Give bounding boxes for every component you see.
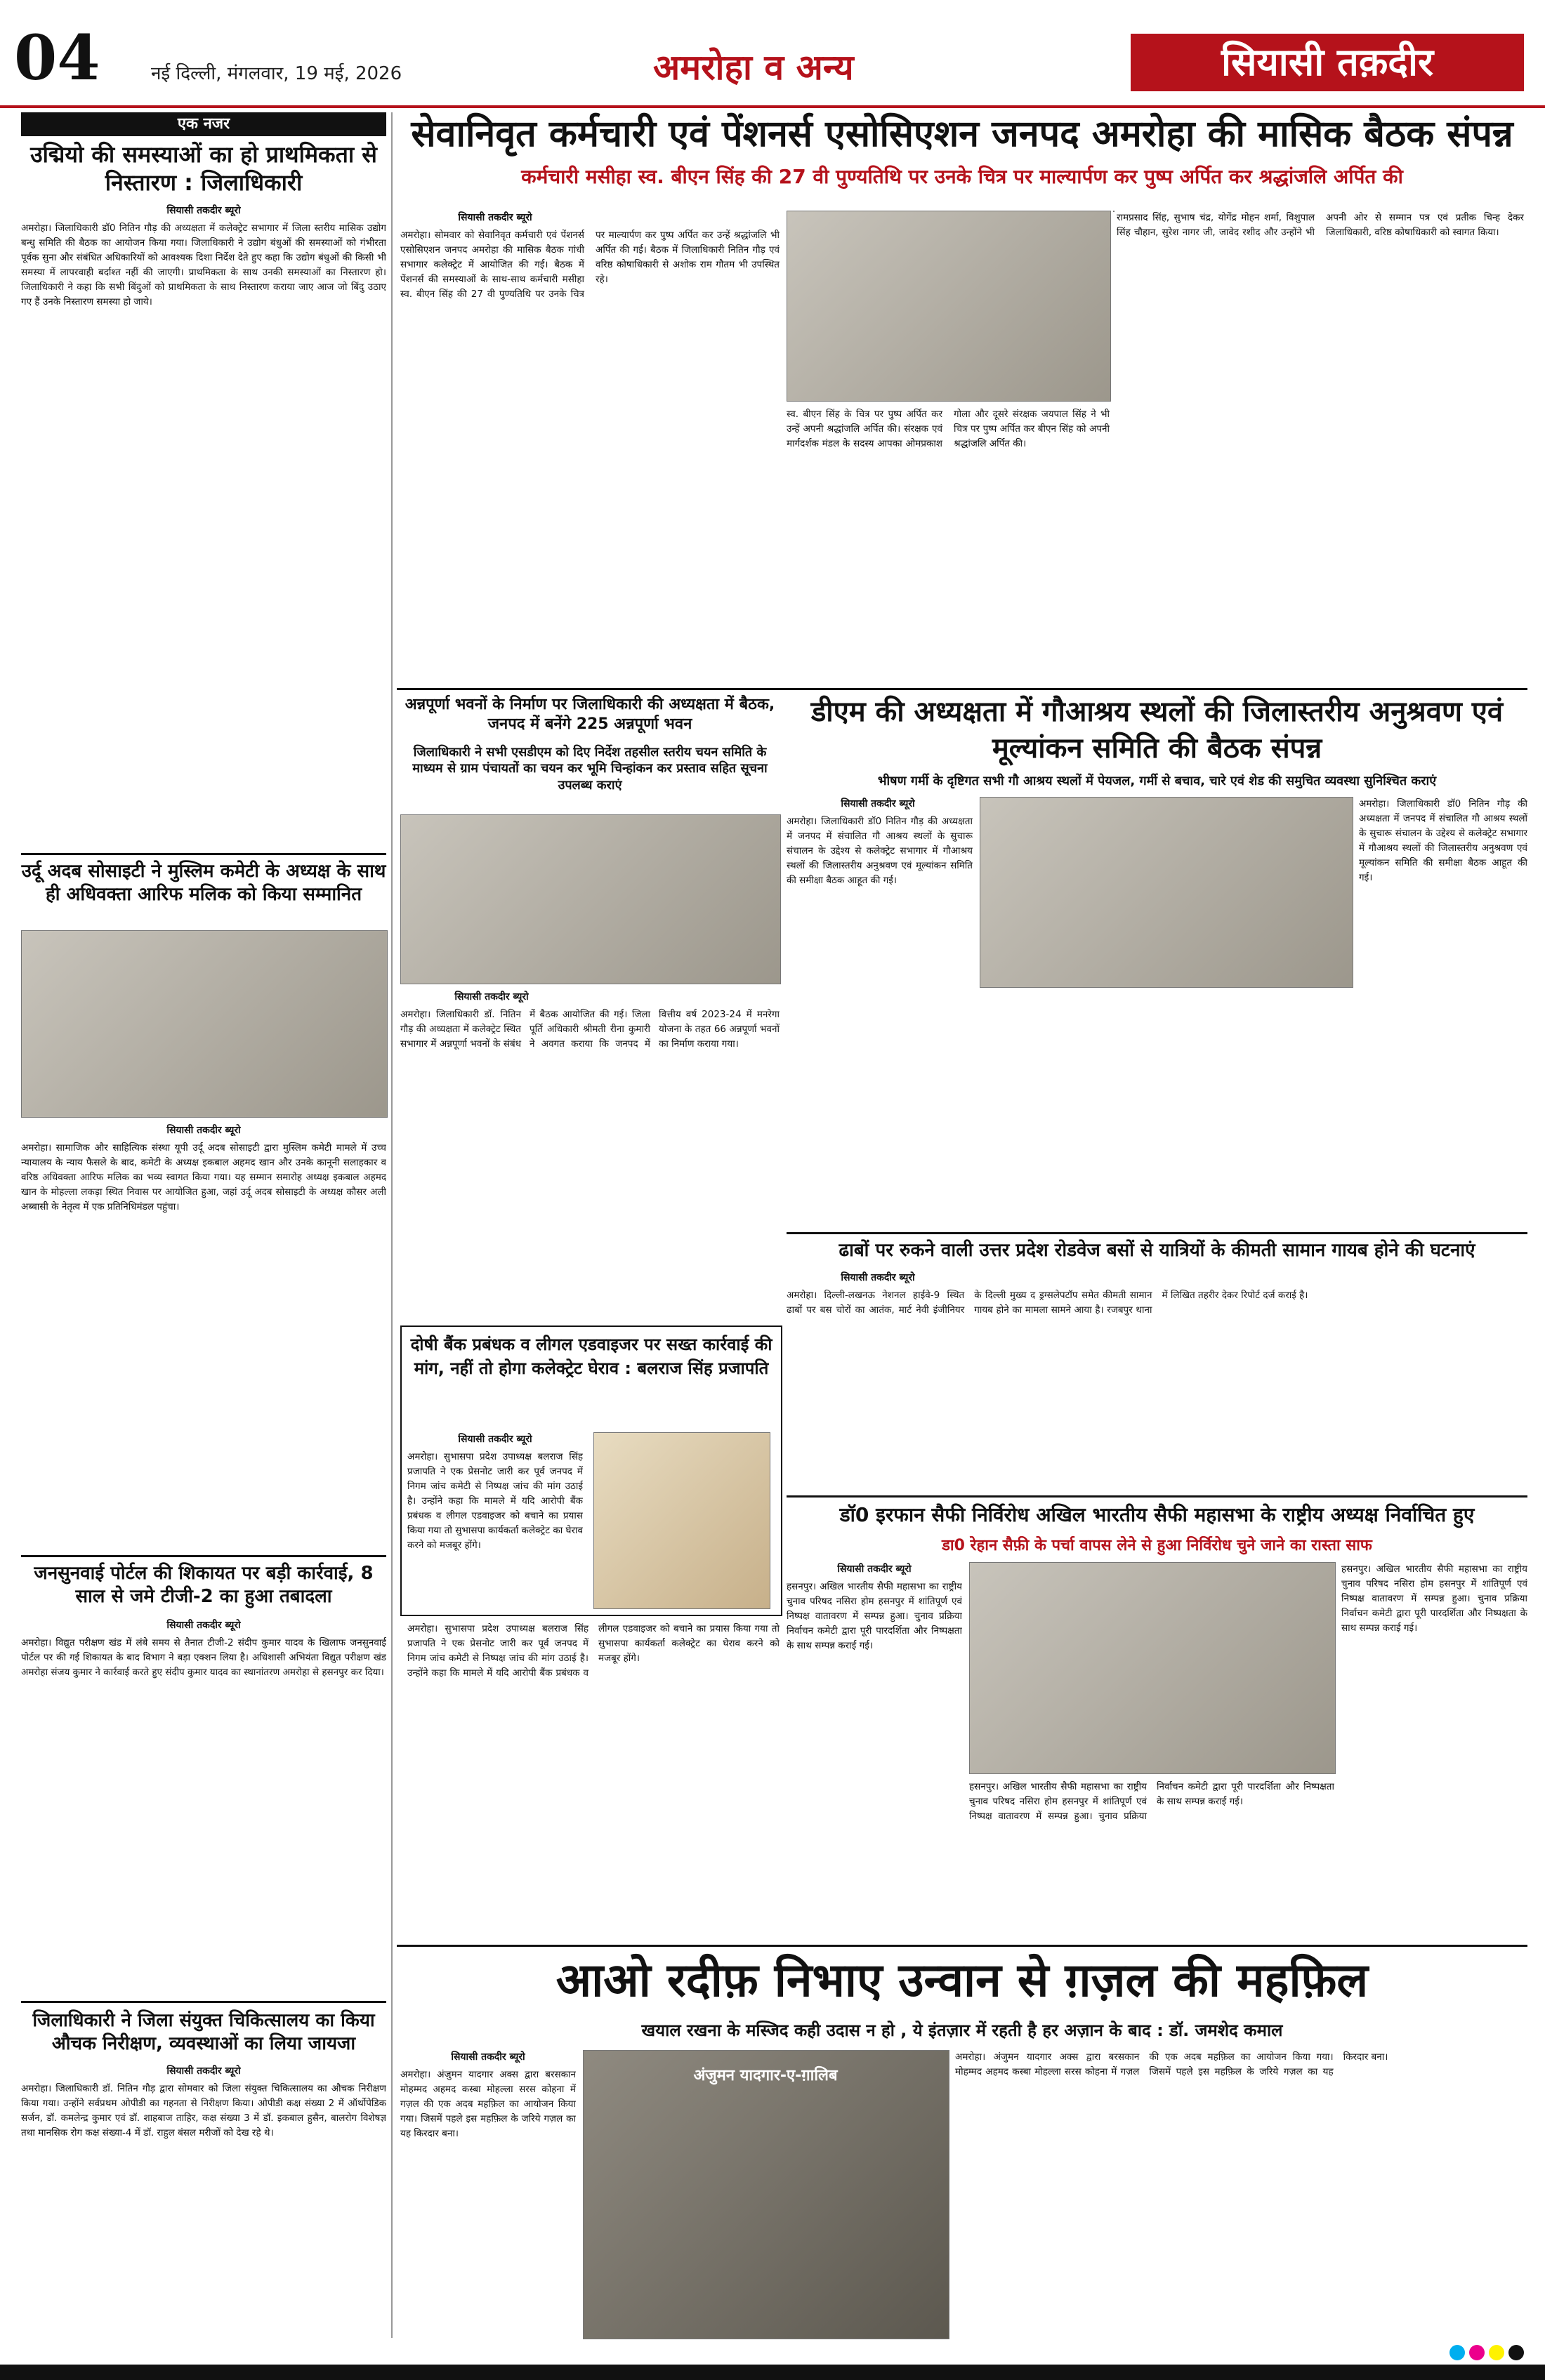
lead-photo-spacer	[1113, 211, 1115, 212]
bank-portrait-photo	[593, 1432, 770, 1609]
story1-headline: उद्मियो की समस्याओं का हो प्राथमिकता से निस्तारण : जिलाधिकारी	[30, 141, 377, 196]
story3-headline: जनसुनवाई पोर्टल की शिकायत पर बड़ी कार्रवाई, 8 साल से जमे टीजी-2 का हुआ तबादला	[34, 1563, 374, 1607]
gaushala-body: अमरोहा। जिलाधिकारी डॉ0 नितिन गौड़ की अध्यक्षता में जनपद में संचालित गौ आश्रय स्थलों के सुचारू संचालन के उद्देश्य से कलेक्ट्रेट सभागार में गौआश्रय स्थलों की जिलास्तरीय अनुश्रवण एवं मूल्यांकन समिति की समीक्षा बैठक आहूत की गई।	[787, 816, 973, 886]
saifi-byline: सियासी तकदीर ब्यूरो	[837, 1563, 912, 1575]
print-color-marks	[1449, 2345, 1524, 2360]
lead-body-2: स्व. बीएन सिंह के चित्र पर पुष्प अर्पित कर उन्हें अपनी श्रद्धांजलि अर्पित की। संरक्षक एवं मार्गदर्शक मंडल के सदस्य आपका ओमप्रकाश गोला और दूसरे संरक्षक जयपाल सिंह ने भी चित्र पर पुष्प अर्पित कर बीएन सिंह को अपनी श्रद्धांजलि अर्पित की।	[787, 409, 1110, 449]
lead-body: अमरोहा। सोमवार को सेवानिवृत कर्मचारी एवं पेंशनर्स एसोसिएशन जनपद अमरोहा की मासिक बैठक गांधी सभागार कलेक्ट्रेट में आयोजित की गई। बैठक में पेंशनर्स की समस्याओं के साथ-साथ कर्मचारी मसीहा स्व. बीएन सिंह की 27 वी पुण्यतिथि पर उनके चित्र पर माल्यार्पण कर पुष्प अर्पित कर उन्हें श्रद्धांजलि भी अर्पित की गई। बैठक में जिलाधिकारी नितिन गौड़ एवं वरिष्ठ कोषाधिकारी से अशोक राम गौतम भी उपस्थित रहे।	[400, 230, 780, 300]
story4-body: अमरोहा। जिलाधिकारी डॉ. नितिन गौड़ द्वारा सोमवार को जिला संयुक्त चिकित्सालय का औचक निरीक्षण किया गया। उन्होंने सर्वप्रथम ओपीडी का गहनता से निरीक्षण किया। ओपीडी कक्ष संख्या 2 में ऑर्थोपेडिक सर्जन, डॉ. कमलेन्द्र कुमार एवं डॉ. शाहबाज ताहिर, कक्ष संख्या 3 में डॉ. इकबाल हुसैन, बालरोग विशेषज्ञ तथा मानसिक रोग कक्ष संख्या-4 में डॉ. राहुल बंसल मरीजों को देख रहे थे।	[21, 2083, 386, 2138]
story4-byline: सियासी तकदीर ब्यूरो	[166, 2065, 241, 2077]
brand-logo: सियासी तक़दीर	[1131, 34, 1524, 91]
bank-byline: सियासी तकदीर ब्यूरो	[458, 1434, 532, 1445]
story4-headline: जिलाधिकारी ने जिला संयुक्त चिकित्सालय का किया औचक निरीक्षण, व्यवस्थाओं का लिया जायजा	[32, 2010, 375, 2054]
gaushala-subhead: भीषण गर्मी के दृष्टिगत सभी गौ आश्रय स्थलों में पेयजल, गर्मी से बचाव, चारे एवं शेड की समुचित व्यवस्था सुनिश्चित कराएं	[877, 774, 1437, 788]
lead-subhead: कर्मचारी मसीहा स्व. बीएन सिंह की 27 वी पुण्यतिथि पर उनके चित्र पर माल्यार्पण कर पुष्प अर्पित कर श्रद्धांजलि अर्पित की	[521, 165, 1403, 188]
roadways-byline: सियासी तकदीर ब्यूरो	[841, 1272, 915, 1283]
ghazal-body-2: अमरोहा। अंजुमन यादगार अक्स द्वारा बरसकान मोहम्मद अहमद कस्बा मोहल्ला सरस कोहना में गज़ल की एक अदब महफ़िल का आयोजन किया गया। जिसमें पहले इस महफ़िल के जरिये गज़ल का यह किरदार बना।	[955, 2051, 1388, 2077]
saifi-body-3: हसनपुर। अखिल भारतीय सैफी महासभा का राष्ट्रीय चुनाव परिषद नसिरा होम हसनपुर में शांतिपूर्ण एवं निष्पक्ष वातावरण में सम्पन्न हुआ। चुनाव प्रक्रिया निर्वाचन कमेटी द्वारा पूरी पारदर्शिता और निष्पक्षता के साथ सम्पन्न कराई गई।	[1341, 1563, 1527, 1634]
saifi-body-2: हसनपुर। अखिल भारतीय सैफी महासभा का राष्ट्रीय चुनाव परिषद नसिरा होम हसनपुर में शांतिपूर्ण एवं निष्पक्ष वातावरण में सम्पन्न हुआ। चुनाव प्रक्रिया निर्वाचन कमेटी द्वारा पूरी पारदर्शिता और निष्पक्षता के साथ सम्पन्न कराई गई।	[969, 1781, 1334, 1822]
issue-date: नई दिल्ली, मंगलवार, 19 मई, 2026	[151, 63, 402, 84]
annapurna-body: अमरोहा। जिलाधिकारी डॉ. नितिन गौड़ की अध्यक्षता में कलेक्ट्रेट स्थित सभागार में अन्नपूर्णा भवनों के संबंध में बैठक आयोजित की गई। जिला पूर्ति अधिकारी श्रीमती रीना कुमारी ने अवगत कराया कि जनपद में वित्तीय वर्ष 2023-24 में मनरेगा योजना के तहत 66 अन्नपूर्णा भवनों का निर्माण कराया गया।	[400, 1009, 780, 1050]
masthead	[0, 0, 1545, 108]
lead-body-3: रामप्रसाद सिंह, सुभाष चंद्र, योगेंद्र मोहन शर्मा, विशुपाल सिंह चौहान, सुरेश नागर जी, जावेद रशीद और उन्होंने भी अपनी ओर से सम्मान पत्र एवं प्रतीक चिन्ह देकर जिलाधिकारी, वरिष्ठ कोषाधिकारी को स्वागत किया।	[1117, 212, 1524, 238]
roadways-headline: ढाबों पर रुकने वाली उत्तर प्रदेश रोडवेज बसों से यात्रियों के कीमती सामान गायब होने की घटनाएं	[839, 1240, 1475, 1261]
divider	[21, 853, 386, 855]
ghazal-banner-text: अंजुमन यादगार-ए-ग़ालिब	[693, 2067, 838, 2084]
gaushala-headline: डीएम की अध्यक्षता में गौआश्रय स्थलों की जिलास्तरीय अनुश्रवण एवं मूल्यांकन समिति की बैठक संपन्न	[810, 696, 1504, 765]
gaushala-body-2: अमरोहा। जिलाधिकारी डॉ0 नितिन गौड़ की अध्यक्षता में जनपद में संचालित गौ आश्रय स्थलों के सुचारू संचालन के उद्देश्य से कलेक्ट्रेट सभागार में गौआश्रय स्थलों की जिलास्तरीय अनुश्रवण एवं मूल्यांकन समिति की समीक्षा बैठक आहूत की गई।	[1359, 798, 1527, 883]
story2-headline: उर्दू अदब सोसाइटी ने मुस्लिम कमेटी के अध्यक्ष के साथ ही अधिवक्ता आरिफ मलिक को किया सम्मानित	[21, 861, 386, 905]
divider	[787, 1232, 1527, 1234]
page-number: 04	[14, 21, 100, 94]
ghazal-body: अमरोहा। अंजुमन यादगार अक्स द्वारा बरसकान मोहम्मद अहमद कस्बा मोहल्ला सरस कोहना में गज़ल की एक अदब महफ़िल का आयोजन किया गया। जिसमें पहले इस महफ़िल के जरिये गज़ल का यह किरदार बना।	[400, 2069, 576, 2139]
gaushala-photo	[980, 797, 1353, 988]
annapurna-subhead: जिलाधिकारी ने सभी एसडीएम को दिए निर्देश तहसील स्तरीय चयन समिति के माध्यम से ग्राम पंचायतों का चयन कर भूमि चिन्हांकन कर प्रस्ताव सहित सूचना उपलब्ध कराएं	[412, 745, 768, 793]
story3-body: अमरोहा। विद्युत परीक्षण खंड में लंबे समय से तैनात टीजी-2 संदीप कुमार यादव के खिलाफ जनसुनवाई पोर्टल पर की गई शिकायत के बाद विभाग ने बड़ा एक्शन लिया है। अधिशासी अभियंता विद्युत परीक्षण खंड अमरोहा संजय कुमार ने कार्रवाई करते हुए संदीप कुमार यादव का स्थानांतरण अमरोहा से हसनपुर कर दिया।	[21, 1637, 386, 1678]
lead-photo-1	[787, 211, 1111, 402]
story1-body: अमरोहा। जिलाधिकारी डॉ0 नितिन गौड़ की अध्यक्षता में कलेक्ट्रेट सभागार में जिला स्तरीय मासिक उद्योग बन्धु समिति की बैठक का आयोजन किया गया। जिलाधिकारी ने उद्योग बंधुओं की समस्याओं को गंभीरता पूर्वक सुना और संबंधित अधिकारियों को आवश्यक दिशा निर्देश देते हुए कहा कि उद्योग बंधुओं की किसी भी समस्या में लापरवाही बर्दाश्त नहीं की जाएगी। प्राथमिकता के साथ उनकी समस्याओं का निस्तारण हो। जिलाधिकारी ने कहा कि सभी बिंदुओं को प्राथमिकता के साथ निस्तारण कराया जाए आज जो बिंदु उठाए गए हैं उनके निस्तारण समस्या हो जाये।	[21, 223, 386, 308]
ghazal-byline: सियासी तकदीर ब्यूरो	[451, 2051, 525, 2063]
lead-headline: सेवानिवृत कर्मचारी एवं पेंशनर्स एसोसिएशन जनपद अमरोहा की मासिक बैठक संपन्न	[411, 113, 1513, 155]
ghazal-headline: आओ रदीफ़ निभाए उन्वान से ग़ज़ल की महफ़िल	[555, 1953, 1369, 2007]
bottom-bar	[0, 2365, 1545, 2380]
saifi-subhead: डा0 रेहान सैफ़ी के पर्चा वापस लेने से हुआ निर्विरोध चुने जाने का रास्ता साफ	[942, 1537, 1372, 1554]
lead-byline: सियासी तकदीर ब्यूरो	[458, 212, 532, 223]
divider	[397, 688, 1527, 690]
saifi-body: हसनपुर। अखिल भारतीय सैफी महासभा का राष्ट्रीय चुनाव परिषद नसिरा होम हसनपुर में शांतिपूर्ण एवं निष्पक्ष वातावरण में सम्पन्न हुआ। चुनाव प्रक्रिया निर्वाचन कमेटी द्वारा पूरी पारदर्शिता और निष्पक्षता के साथ सम्पन्न कराई गई।	[787, 1581, 962, 1651]
roadways-body: अमरोहा। दिल्ली-लखनऊ नेशनल हाईवे-9 स्थित ढाबों पर बस चोरों का आतंक, मार्ट नेवी इंजीनियर के दिल्ली मुख्य द ड्रग्सलेपटॉप समेत कीमती सामान गायब होने का मामला सामने आया है। रजबपुर थाना में लिखित तहरीर देकर रिपोर्ट दर्ज कराई है।	[787, 1290, 1308, 1316]
story2-photo	[21, 930, 388, 1118]
divider	[787, 1495, 1527, 1498]
bank-headline: दोषी बैंक प्रबंधक व लीगल एडवाइजर पर सख्त कार्रवाई की मांग, नहीं तो होगा कलेक्ट्रेट घेराव : बलराज सिंह प्रजापति	[410, 1335, 772, 1378]
divider	[21, 2001, 386, 2003]
annapurna-byline: सियासी तकदीर ब्यूरो	[454, 991, 529, 1003]
gaushala-byline: सियासी तकदीर ब्यूरो	[841, 798, 915, 809]
column-rule	[391, 112, 393, 2338]
bank-body: अमरोहा। सुभासपा प्रदेश उपाध्यक्ष बलराज सिंह प्रजापति ने एक प्रेसनोट जारी कर पूर्व जनपद में निगम जांच कमेटी से निष्पक्ष जांच की मांग उठाई है। उन्होंने कहा कि मामले में यदि आरोपी बैंक प्रबंधक व लीगल एडवाइजर को बचाने का प्रयास किया गया तो सुभासपा कार्यकर्ता कलेक्ट्रेट का घेराव करने को मजबूर होंगे।	[407, 1451, 583, 1551]
annapurna-headline: अन्नपूर्णा भवनों के निर्माण पर जिलाधिकारी की अध्यक्षता में बैठक, जनपद में बनेंगे 225 अन्नपूर्णा भवन	[405, 696, 775, 733]
saifi-photo	[969, 1562, 1336, 1774]
annapurna-photo	[400, 814, 781, 984]
story2-byline: सियासी तकदीर ब्यूरो	[166, 1125, 241, 1136]
bank-body-2: अमरोहा। सुभासपा प्रदेश उपाध्यक्ष बलराज सिंह प्रजापति ने एक प्रेसनोट जारी कर पूर्व जनपद में निगम जांच कमेटी से निष्पक्ष जांच की मांग उठाई है। उन्होंने कहा कि मामले में यदि आरोपी बैंक प्रबंधक व लीगल एडवाइजर को बचाने का प्रयास किया गया तो सुभासपा कार्यकर्ता कलेक्ट्रेट का घेराव करने को मजबूर होंगे।	[407, 1623, 780, 1679]
ghazal-photo	[583, 2050, 949, 2339]
section-title: अमरोहा व अन्य	[653, 47, 854, 88]
saifi-headline: डॉ0 इरफान सैफी निर्विरोध अखिल भारतीय सैफी महासभा के राष्ट्रीय अध्यक्ष निर्वाचित हुए	[839, 1503, 1475, 1526]
divider	[397, 1945, 1527, 1947]
story3-byline: सियासी तकदीर ब्यूरो	[166, 1620, 241, 1631]
ghazal-subhead: खयाल रखना के मस्जिद कही उदास न हो , ये इंतज़ार में रहती है हर अज़ान के बाद : डॉ. जमशेद कमाल	[641, 2021, 1283, 2040]
ek-nazar-tag: एक नजर	[21, 112, 386, 136]
story2-body: अमरोहा। सामाजिक और साहित्यिक संस्था यूपी उर्दू अदब सोसाइटी द्वारा मुस्लिम कमेटी मामले में उच्च न्यायालय के न्याय फैसले के बाद, कमेटी के अध्यक्ष इकबाल अहमद खान और उनके कानूनी सलाहकार व वरिष्ठ अधिवक्ता आरिफ मलिक का भव्य स्वागत किया गया। यह सम्मान समारोह अध्यक्ष इकबाल अहमद खान के मोहल्ला लकड़ा स्थित निवास पर आयोजित हुआ, जहां उर्दू अदब सोसाइटी के अध्यक्ष कौसर अली अब्बासी के नेतृत्व में एक प्रतिनिधिमंडल पहुंचा।	[21, 1142, 386, 1212]
story1-byline: सियासी तकदीर ब्यूरो	[166, 205, 241, 216]
divider	[21, 1555, 386, 1557]
